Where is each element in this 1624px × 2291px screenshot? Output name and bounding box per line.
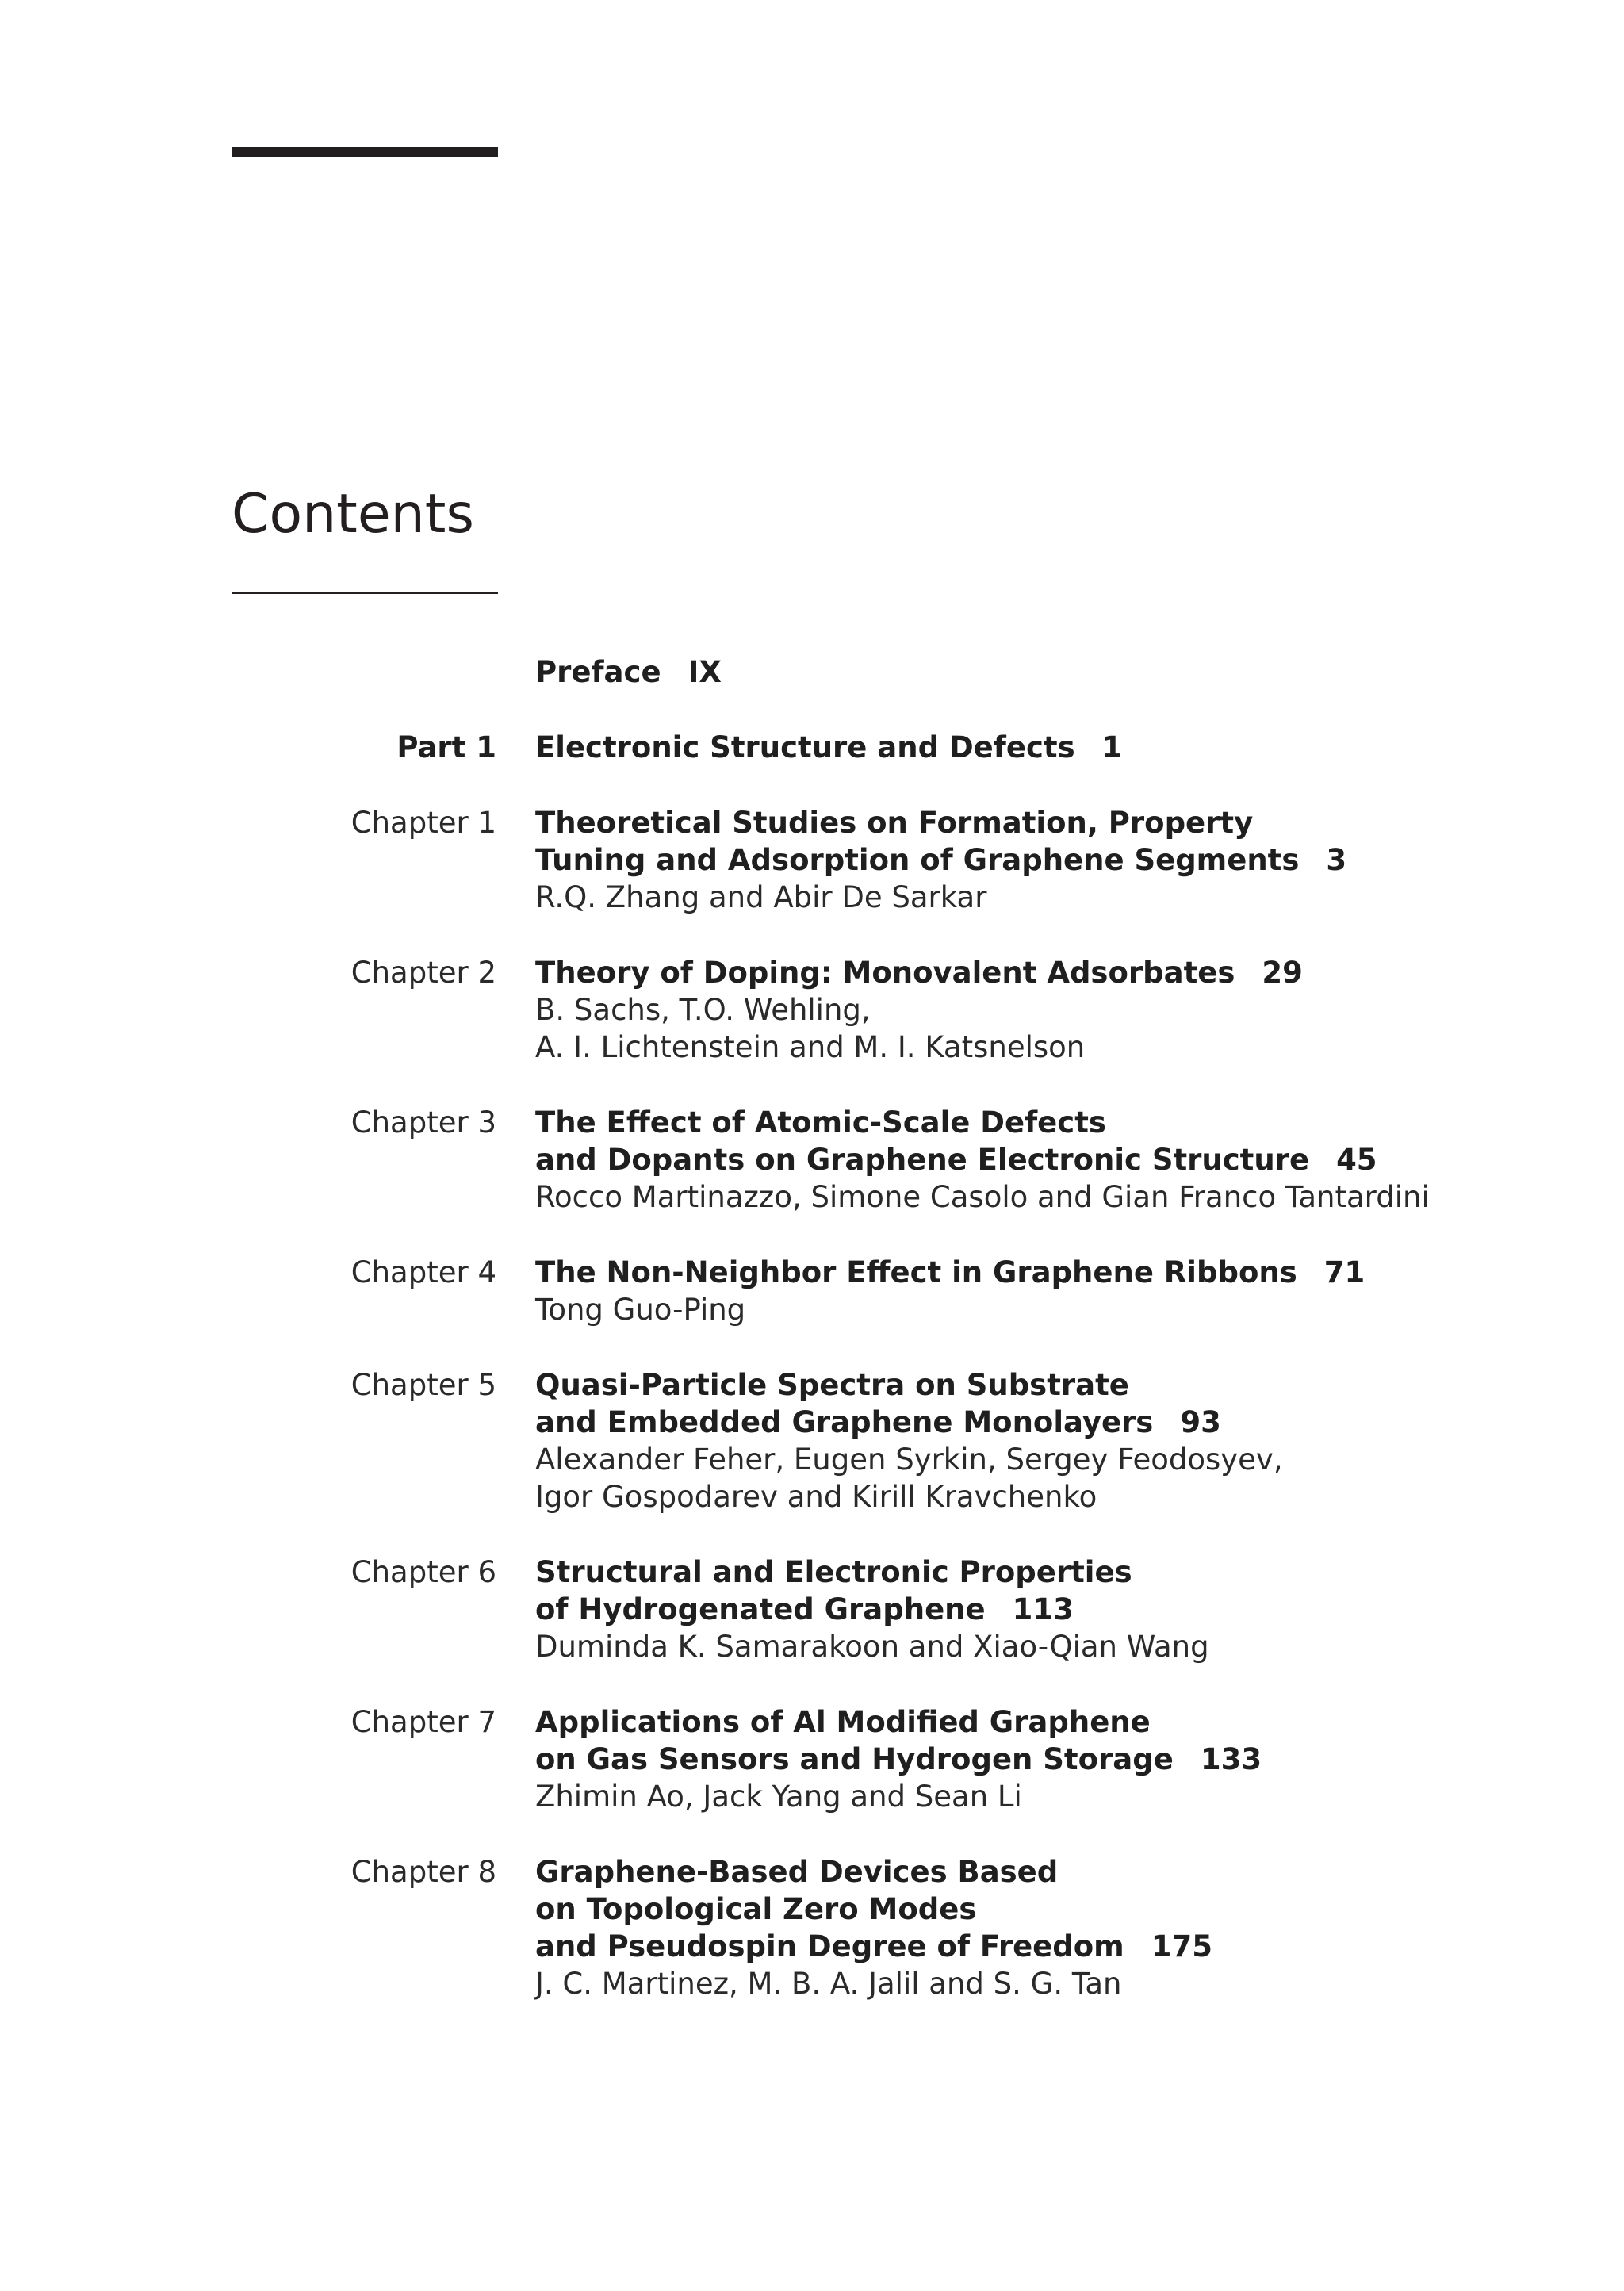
toc-entry-label: Part 1 xyxy=(396,730,496,764)
toc-entry xyxy=(0,729,1624,766)
toc-entry-authors: R.Q. Zhang and Abir De Sarkar xyxy=(535,880,987,914)
toc-entry-authors: B. Sachs, T.O. Wehling, xyxy=(535,993,871,1027)
toc-entry xyxy=(0,954,1624,1066)
toc-entry-body xyxy=(535,653,1590,691)
toc-entry-title-line[interactable] xyxy=(535,804,1590,841)
toc-entry-label: Chapter 1 xyxy=(350,806,496,840)
toc-entry-title-line[interactable] xyxy=(535,1366,1590,1404)
toc-entry-title-text: Graphene-Based Devices Based xyxy=(535,1855,1059,1889)
toc-entry-authors: Alexander Feher, Eugen Syrkin, Sergey Feodosyev, xyxy=(535,1442,1283,1477)
toc-entry-authors: J. C. Martinez, M. B. A. Jalil and S. G. Tan xyxy=(535,1967,1122,2001)
toc-entry-authors: Zhimin Ao, Jack Yang and Sean Li xyxy=(535,1780,1022,1814)
toc-entry-title-text: Theory of Doping: Monovalent Adsorbates xyxy=(535,956,1235,990)
toc-entry-page-number: 71 xyxy=(1323,1255,1365,1289)
page-title: Contents xyxy=(232,483,474,546)
toc-entry-title-line[interactable] xyxy=(535,1591,1590,1628)
toc-entry-authors: Duminda K. Samarakoon and Xiao-Qian Wang xyxy=(535,1630,1209,1664)
toc-entry-title-text: Theoretical Studies on Formation, Property xyxy=(535,806,1254,840)
toc-entry-body xyxy=(535,954,1590,1066)
table-of-contents xyxy=(0,653,1624,2002)
toc-entry-title-line[interactable] xyxy=(535,1141,1590,1178)
toc-entry-body xyxy=(535,1853,1590,2002)
toc-entry xyxy=(0,804,1624,916)
toc-entry-title-line[interactable] xyxy=(535,1703,1590,1741)
toc-entry-title-line[interactable] xyxy=(535,1928,1590,1965)
toc-entry-label: Chapter 7 xyxy=(350,1705,496,1739)
toc-entry-authors: Rocco Martinazzo, Simone Casolo and Gian Franco Tantardini xyxy=(535,1180,1430,1214)
toc-entry-title-line[interactable] xyxy=(535,841,1590,879)
toc-entry-title-text: and Pseudospin Degree of Freedom xyxy=(535,1929,1124,1963)
toc-entry-body xyxy=(535,1104,1590,1216)
toc-entry-title-text: Applications of Al Modified Graphene xyxy=(535,1705,1151,1739)
toc-entry-title-text: Structural and Electronic Properties xyxy=(535,1555,1132,1589)
toc-entry-authors: Tong Guo-Ping xyxy=(535,1293,746,1327)
toc-entry-title-text: Quasi-Particle Spectra on Substrate xyxy=(535,1368,1129,1402)
toc-entry-page-number: 133 xyxy=(1200,1742,1262,1776)
toc-entry-title-text: on Gas Sensors and Hydrogen Storage xyxy=(535,1742,1174,1776)
toc-entry-body xyxy=(535,1254,1590,1328)
toc-entry xyxy=(0,1554,1624,1665)
toc-entry-body xyxy=(535,729,1590,766)
toc-entry-title-line[interactable] xyxy=(535,1254,1590,1291)
toc-entry-label: Chapter 2 xyxy=(350,956,496,990)
toc-entry-page-number: IX xyxy=(688,655,722,689)
toc-entry-title-line[interactable] xyxy=(535,1891,1590,1928)
toc-entry-title-line[interactable] xyxy=(535,1741,1590,1778)
toc-entry xyxy=(0,1703,1624,1815)
toc-entry-page-number: 1 xyxy=(1101,730,1123,764)
toc-entry-title-line[interactable] xyxy=(535,954,1590,991)
toc-entry-title-text: and Embedded Graphene Monolayers xyxy=(535,1405,1154,1439)
toc-entry-title-line[interactable] xyxy=(535,729,1590,766)
toc-entry-title-line[interactable] xyxy=(535,1853,1590,1891)
toc-entry-title-text: and Dopants on Graphene Electronic Structure xyxy=(535,1143,1310,1177)
toc-entry-title-line[interactable] xyxy=(535,1104,1590,1141)
toc-entry-body xyxy=(535,1366,1590,1515)
toc-entry-label: Chapter 5 xyxy=(350,1368,496,1402)
toc-entry-title-line[interactable] xyxy=(535,1554,1590,1591)
toc-entry-page-number: 175 xyxy=(1151,1929,1212,1963)
toc-entry xyxy=(0,1254,1624,1328)
toc-entry-page-number: 93 xyxy=(1180,1405,1221,1439)
toc-entry xyxy=(0,1853,1624,2002)
toc-entry-body xyxy=(535,804,1590,916)
toc-entry-label: Chapter 6 xyxy=(350,1555,496,1589)
toc-entry-body xyxy=(535,1703,1590,1815)
title-underline-rule xyxy=(232,592,498,594)
toc-entry xyxy=(0,1104,1624,1216)
toc-entry xyxy=(0,1366,1624,1515)
toc-entry-title-text: Tuning and Adsorption of Graphene Segments xyxy=(535,843,1300,877)
toc-entry-title-line[interactable] xyxy=(535,653,1590,691)
toc-entry-title-text: Electronic Structure and Defects xyxy=(535,730,1075,764)
toc-entry-label: Chapter 3 xyxy=(350,1105,496,1140)
toc-entry-title-text: on Topological Zero Modes xyxy=(535,1892,977,1926)
toc-entry-authors: Igor Gospodarev and Kirill Kravchenko xyxy=(535,1480,1097,1514)
top-decorative-rule xyxy=(232,147,498,157)
toc-entry-label: Chapter 8 xyxy=(350,1855,496,1889)
toc-entry-page-number: 113 xyxy=(1012,1592,1074,1626)
toc-entry-title-text: The Effect of Atomic-Scale Defects xyxy=(535,1105,1106,1140)
toc-entry-title-line[interactable] xyxy=(535,1404,1590,1441)
toc-entry-label: Chapter 4 xyxy=(350,1255,496,1289)
toc-entry-title-text: of Hydrogenated Graphene xyxy=(535,1592,986,1626)
toc-entry xyxy=(0,653,1624,691)
toc-entry-page-number: 29 xyxy=(1262,956,1303,990)
toc-entry-authors: A. I. Lichtenstein and M. I. Katsnelson xyxy=(535,1030,1086,1064)
toc-entry-page-number: 3 xyxy=(1326,843,1347,877)
toc-entry-title-text: Preface xyxy=(535,655,661,689)
toc-entry-body xyxy=(535,1554,1590,1665)
toc-entry-page-number: 45 xyxy=(1336,1143,1377,1177)
toc-entry-title-text: The Non-Neighbor Effect in Graphene Ribbons xyxy=(535,1255,1297,1289)
